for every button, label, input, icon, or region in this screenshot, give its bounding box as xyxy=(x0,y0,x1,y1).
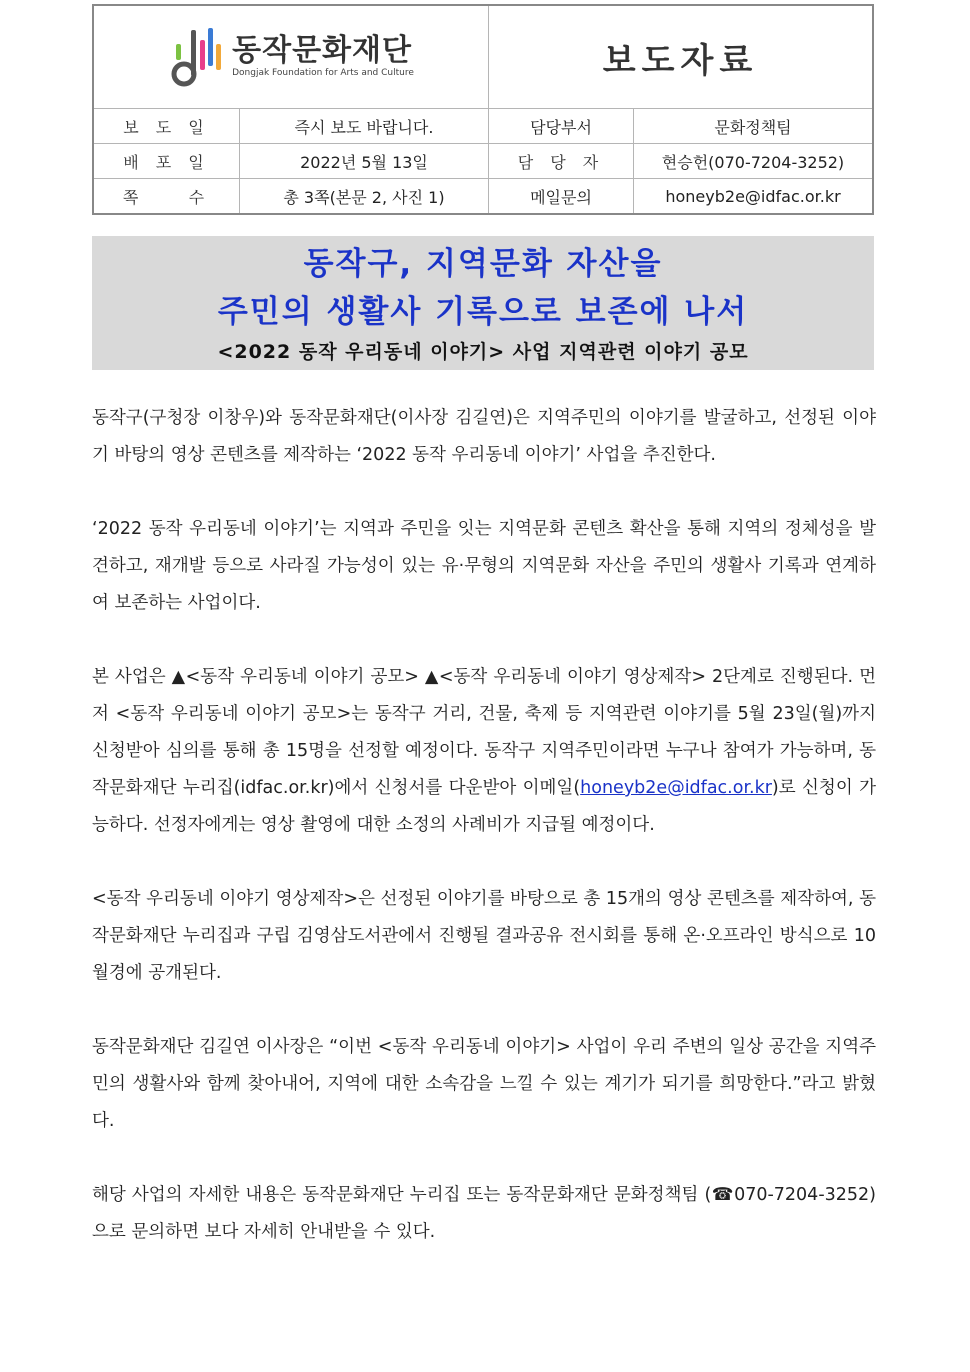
info-value: 문화정책팀 xyxy=(634,109,874,144)
info-value: 즉시 보도 바랍니다. xyxy=(240,109,489,144)
paragraph: 동작구(구청장 이창우)와 동작문화재단(이사장 김길연)은 지역주민의 이야기를 발굴하고, 선정된 이야기 바탕의 영상 콘텐츠를 제작하는 ‘2022 동작 우리동네 이야기’ 사업을 추진한다. xyxy=(92,408,876,465)
foundation-logo-icon xyxy=(168,22,224,92)
logo-subtitle: Dongjak Foundation for Arts and Culture xyxy=(232,68,414,78)
article-body xyxy=(92,400,876,1288)
paragraph: <동작 우리동네 이야기 영상제작>은 선정된 이야기를 바탕으로 총 15개의 영상 콘텐츠를 제작하여, 동작문화재단 누리집과 구립 김영삼도서관에서 진행될 결과공유 전시회를 통해 온·오프라인 방식으로 10월경에 공개된다. xyxy=(92,889,876,983)
doc-type-cell xyxy=(489,5,874,109)
email-link[interactable]: honeyb2e@idfac.or.kr xyxy=(580,778,772,798)
info-label: 배 포 일 xyxy=(93,144,240,179)
info-value: honeyb2e@idfac.or.kr xyxy=(634,179,874,215)
info-label: 보 도 일 xyxy=(93,109,240,144)
info-label: 쪽 수 xyxy=(93,179,240,215)
logo-name: 동작문화재단 xyxy=(232,33,412,68)
info-value: 2022년 5월 13일 xyxy=(240,144,489,179)
info-value: 총 3쪽(본문 2, 사진 1) xyxy=(240,179,489,215)
info-row xyxy=(93,179,873,215)
info-row xyxy=(93,144,873,179)
info-label: 메일문의 xyxy=(489,179,634,215)
info-label: 담당부서 xyxy=(489,109,634,144)
headline-line1: 동작구, 지역문화 자산을 xyxy=(303,246,663,282)
info-row xyxy=(93,109,873,144)
headline-box xyxy=(92,236,874,370)
headline-line2: 주민의 생활사 기록으로 보존에 나서 xyxy=(217,294,749,330)
paragraph: 동작문화재단 김길연 이사장은 “이번 <동작 우리동네 이야기> 사업이 우리 주변의 일상 공간을 지역주민의 생활사와 함께 찾아내어, 지역에 대한 소속감을 느낄 수 있는 계기가 되기를 희망한다.”라고 밝혔다. xyxy=(92,1037,876,1131)
info-label: 담 당 자 xyxy=(489,144,634,179)
paragraph xyxy=(92,659,876,844)
headline-subtitle: <2022 동작 우리동네 이야기> 사업 지역관련 이야기 공모 xyxy=(217,341,749,363)
info-value: 현승헌(070-7204-3252) xyxy=(634,144,874,179)
press-header-table xyxy=(92,4,874,215)
paragraph: 해당 사업의 자세한 내용은 동작문화재단 누리집 또는 동작문화재단 문화정책팀 (☎070-7204-3252)으로 문의하면 보다 자세히 안내받을 수 있다. xyxy=(92,1185,876,1242)
paragraph-text: 본 사업은 ▲<동작 우리동네 이야기 공모> ▲<동작 우리동네 이야기 영상제작> 2단계로 진행된다. 먼저 <동작 우리동네 이야기 공모>는 동작구 거리, 건물, 축제 등 지역관련 이야기를 5월 23일(월)까지 신청받아 심의를 통해 총 15명을 선정할 예정이다. 동작구 지역주민이라면 누구나 참여가 가능하며, 동작문화재단 누리집(idfac.or.kr)에서 신청서를 다운받아 이메일( xyxy=(92,667,876,798)
doc-type-title: 보도자료 xyxy=(602,40,759,81)
logo-cell xyxy=(93,5,489,109)
paragraph-text: )로 신청이 가능하다. 선정자에게는 영상 촬영에 대한 소정의 사례비가 지급될 예정이다. xyxy=(92,778,876,835)
paragraph: ‘2022 동작 우리동네 이야기’는 지역과 주민을 잇는 지역문화 콘텐츠 확산을 통해 지역의 정체성을 발견하고, 재개발 등으로 사라질 가능성이 있는 유·무형의 지역문화 자산을 주민의 생활사 기록과 연계하여 보존하는 사업이다. xyxy=(92,519,876,613)
